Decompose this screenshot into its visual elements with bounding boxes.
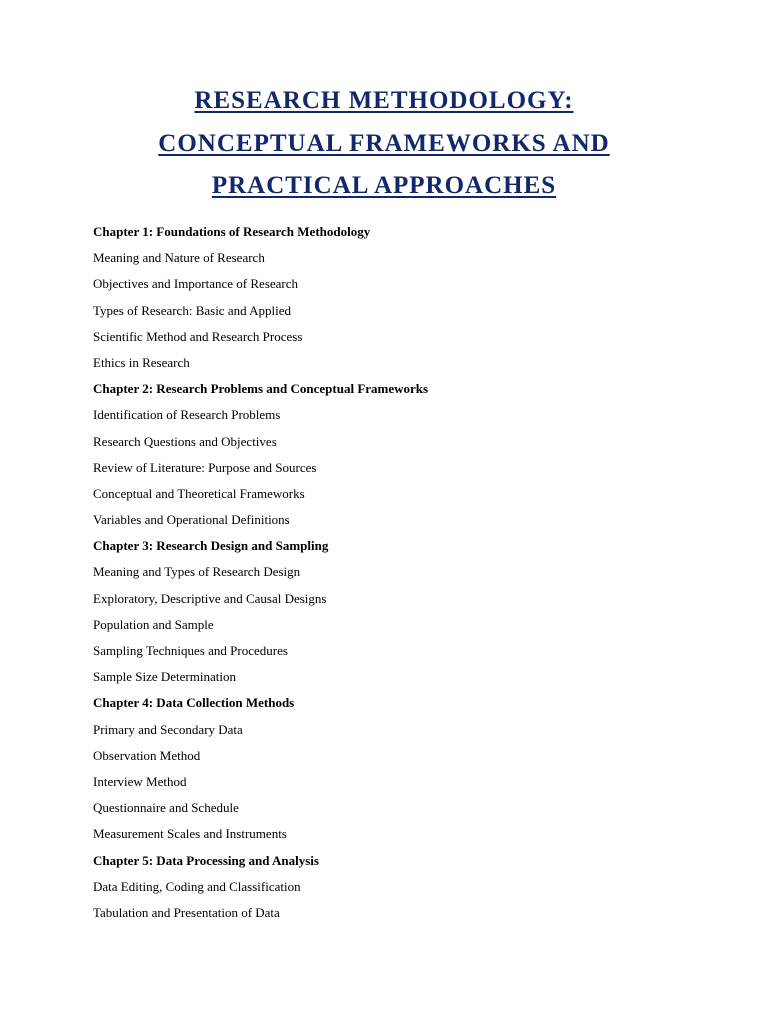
topic-item: Scientific Method and Research Process (93, 328, 303, 344)
topic-item: Conceptual and Theoretical Frameworks (93, 485, 305, 501)
title-line-3: PRACTICAL APPROACHES (211, 172, 557, 199)
document-title (0, 80, 768, 208)
topic-item: Questionnaire and Schedule (93, 800, 239, 816)
topic-item: Objectives and Importance of Research (93, 276, 299, 292)
topic-item: Tabulation and Presentation of Data (93, 904, 280, 920)
topic-item: Meaning and Nature of Research (93, 250, 265, 266)
topic-item: Interview Method (93, 773, 187, 789)
chapter-heading: Chapter 5: Data Processing and Analysis (93, 852, 319, 868)
topic-item: Review of Literature: Purpose and Sources (93, 459, 317, 475)
title-line-2: CONCEPTUAL FRAMEWORKS AND (158, 129, 610, 157)
topic-item: Meaning and Types of Research Design (93, 564, 301, 580)
topic-item: Ethics in Research (93, 354, 190, 370)
topic-item: Sample Size Determination (93, 669, 236, 685)
topic-item: Observation Method (93, 747, 201, 763)
topic-item: Primary and Secondary Data (93, 721, 243, 737)
topic-item: Sampling Techniques and Procedures (93, 643, 288, 658)
topic-item: Variables and Operational Definitions (93, 512, 290, 528)
chapter-heading: Chapter 3: Research Design and Sampling (93, 538, 329, 554)
table-of-contents (93, 219, 733, 926)
title-line-1: RESEARCH METHODOLOGY: (194, 87, 574, 114)
chapter-heading: Chapter 4: Data Collection Methods (93, 695, 295, 711)
topic-item: Population and Sample (93, 616, 214, 632)
topic-item: Data Editing, Coding and Classification (93, 878, 301, 894)
chapter-heading: Chapter 2: Research Problems and Conceptual Frameworks (93, 381, 429, 397)
topic-item: Measurement Scales and Instruments (93, 826, 287, 842)
topic-item: Exploratory, Descriptive and Causal Designs (93, 590, 327, 606)
chapter-heading: Chapter 1: Foundations of Research Methodology (93, 224, 371, 239)
topic-item: Identification of Research Problems (93, 407, 281, 423)
topic-item: Types of Research: Basic and Applied (93, 302, 292, 318)
topic-item: Research Questions and Objectives (93, 433, 277, 449)
